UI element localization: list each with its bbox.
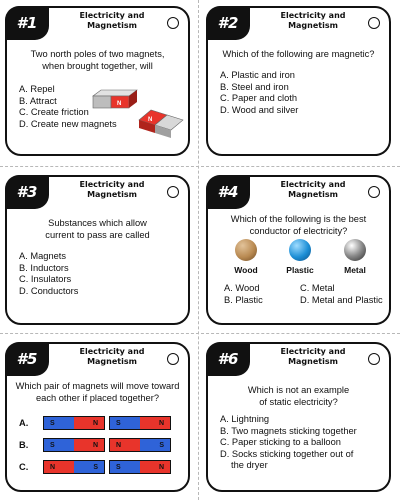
option-d: D. Metal and Plastic <box>300 294 383 305</box>
task-card-1[interactable] <box>5 6 190 156</box>
card-number: #5 <box>5 342 49 376</box>
bar-magnet: S N <box>109 416 171 430</box>
card-header: Electricity and Magnetism <box>280 11 346 30</box>
magnet-option-c: C. N S S N <box>19 460 175 474</box>
cut-line-horizontal <box>0 333 400 334</box>
card-number: #1 <box>5 6 49 40</box>
bar-magnet: N S <box>43 460 105 474</box>
option-a: A. Repel <box>19 84 55 94</box>
card-question: Which of the following are magnetic? <box>222 49 375 59</box>
punch-hole-icon <box>167 353 179 365</box>
card-question: Two north poles of two magnets, when brought together, will <box>30 49 165 71</box>
option-c: C. Create friction <box>19 107 89 117</box>
card-number: #3 <box>5 175 49 209</box>
svg-text:N: N <box>117 101 122 107</box>
option-a: A. Plastic and iron <box>220 70 295 80</box>
punch-hole-icon <box>368 186 380 198</box>
option-a: A. Wood <box>224 283 260 293</box>
metal-sphere-icon <box>344 239 366 261</box>
cut-line-vertical <box>198 0 199 500</box>
bar-magnet: S N <box>43 438 105 452</box>
material-label: Plastic <box>286 265 314 275</box>
option-d-continued: the dryer <box>231 460 268 470</box>
option-c: C. Insulators <box>19 274 72 284</box>
option-c: C. Paper and cloth <box>220 93 298 103</box>
bar-magnets-icon <box>89 82 189 142</box>
bar-magnet: S N <box>109 460 171 474</box>
option-d: D. Create new magnets <box>19 118 117 129</box>
card-header: Electricity and Magnetism <box>280 347 346 366</box>
card-number: #6 <box>206 342 250 376</box>
option-c: C. Paper sticking to a balloon <box>220 437 341 447</box>
wood-sphere-icon <box>235 239 257 261</box>
option-a: A. Magnets <box>19 251 67 261</box>
card-question: Which is not an example of static electricity? <box>247 385 350 407</box>
punch-hole-icon <box>167 17 179 29</box>
magnet-option-a: A. S N S N <box>19 416 175 430</box>
option-c: C. Metal <box>300 283 335 293</box>
answer-options <box>19 251 78 297</box>
card-header: Electricity and Magnetism <box>280 180 346 199</box>
card-number: #2 <box>206 6 250 40</box>
bar-magnet: N S <box>109 438 171 452</box>
bar-magnet: S N <box>43 416 105 430</box>
card-header: Electricity and Magnetism <box>79 11 145 30</box>
task-card-5[interactable] <box>5 342 190 492</box>
punch-hole-icon <box>368 17 380 29</box>
option-a: A. Lightning <box>220 414 270 424</box>
answer-options-col2 <box>300 283 383 306</box>
answer-options <box>220 70 298 116</box>
material-label: Metal <box>344 265 366 275</box>
answer-options <box>220 414 357 472</box>
answer-options-col1 <box>224 283 263 306</box>
punch-hole-icon <box>167 186 179 198</box>
task-card-4[interactable] <box>206 175 391 325</box>
plastic-sphere-icon <box>289 239 311 261</box>
option-d: D. Socks sticking together out of <box>220 448 354 459</box>
card-header: Electricity and Magnetism <box>79 347 145 366</box>
option-b: B. Inductors <box>19 262 69 273</box>
option-b: B. Attract <box>19 95 57 106</box>
material-label: Wood <box>234 265 258 275</box>
card-number: #4 <box>206 175 250 209</box>
punch-hole-icon <box>368 353 380 365</box>
card-header: Electricity and Magnetism <box>79 180 145 199</box>
option-d: D. Conductors <box>19 285 79 296</box>
option-d: D. Wood and silver <box>220 104 299 115</box>
option-b: B. Two magnets sticking together <box>220 425 357 436</box>
task-card-3[interactable] <box>5 175 190 325</box>
magnet-option-b: B. S N N S <box>19 438 175 452</box>
task-card-6[interactable] <box>206 342 391 492</box>
card-question: Which pair of magnets will move toward each other if placed together? <box>15 381 180 403</box>
task-card-2[interactable] <box>206 6 391 156</box>
svg-text:N: N <box>148 117 153 123</box>
cut-line-horizontal <box>0 166 400 167</box>
card-question: Which of the following is the best conductor of electricity? <box>230 214 367 236</box>
card-question: Substances which allow current to pass are called <box>45 218 150 240</box>
option-b: B. Plastic <box>224 294 263 305</box>
option-b: B. Steel and iron <box>220 81 289 92</box>
